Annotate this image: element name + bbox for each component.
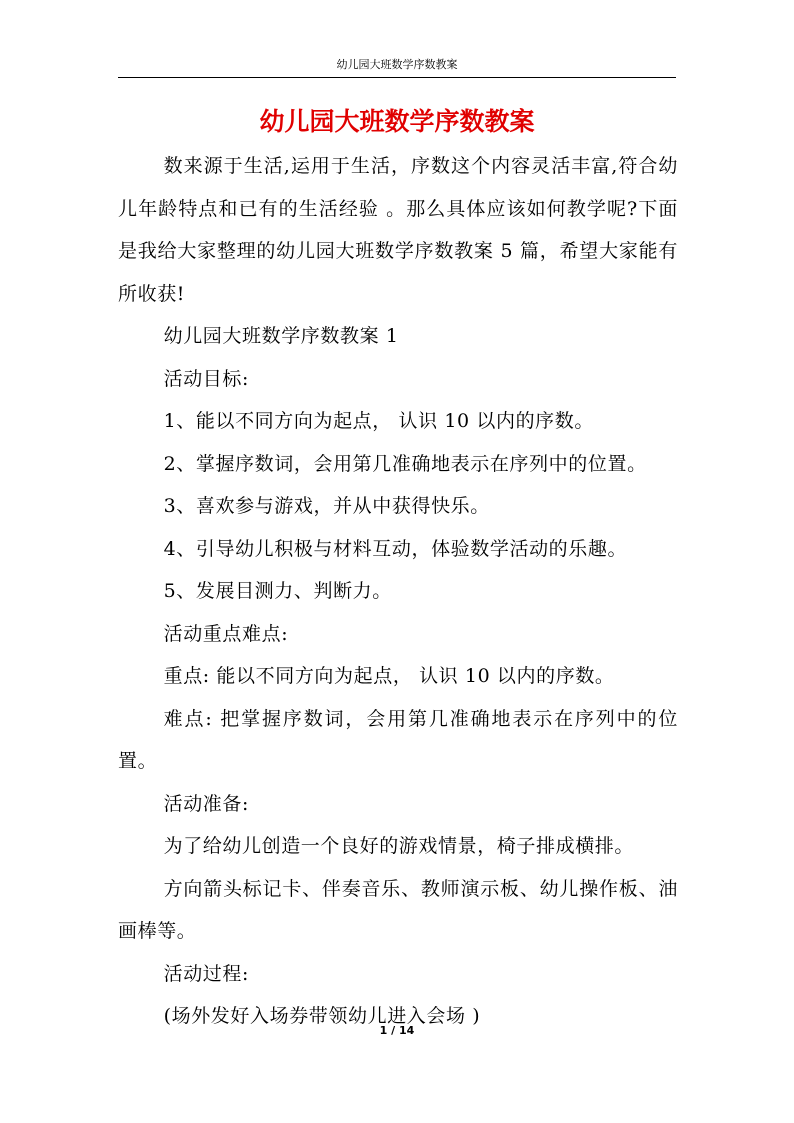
goal-item: 3、喜欢参与游戏，并从中获得快乐。 <box>163 495 490 517</box>
subheading-goals: 活动目标: <box>163 367 249 390</box>
goal-item: 5、发展目测力、判断力。 <box>163 580 392 602</box>
section-heading: 幼儿园大班数学序数教案 1 <box>163 325 399 347</box>
header-divider <box>118 77 676 78</box>
process-step: (场外发好入场券带领幼儿进入会场 ) <box>163 1005 481 1027</box>
goal-item: 4、引导幼儿积极与材料互动，体验数学活动的乐趣。 <box>163 537 628 560</box>
difficult-point: 难点: 把掌握序数词，会用第几准确地表示在序列中的位置。 <box>118 707 678 772</box>
goal-item: 2、掌握序数词，会用第几准确地表示在序列中的位置。 <box>163 452 647 475</box>
subheading-preparation: 活动准备: <box>163 792 249 815</box>
subheading-process: 活动过程: <box>163 962 249 985</box>
intro-paragraph: 数来源于生活,运用于生活，序数这个内容灵活丰富,符合幼儿年龄特点和已有的生活经验 。那么具体应该如何教学呢?下面是我给大家整理的幼儿园大班数学序数教案 5 篇，希望大家能有所收获! <box>118 155 678 305</box>
preparation-item: 方向箭头标记卡、伴奏音乐、教师演示板、幼儿操作板、油画棒等。 <box>118 877 678 942</box>
running-header: 幼儿园大班数学序数教案 <box>336 58 458 71</box>
key-point: 重点: 能以不同方向为起点， 认识 10 以内的序数。 <box>163 665 615 687</box>
page-number: 1 / 14 <box>379 1024 415 1037</box>
goal-item: 1、能以不同方向为起点， 认识 10 以内的序数。 <box>163 410 594 432</box>
document-body <box>118 145 678 1038</box>
preparation-item: 为了给幼儿创造一个良好的游戏情景，椅子排成横排。 <box>163 835 634 857</box>
document-title: 幼儿园大班数学序数教案 <box>259 107 535 136</box>
subheading-key-points: 活动重点难点: <box>163 622 289 645</box>
